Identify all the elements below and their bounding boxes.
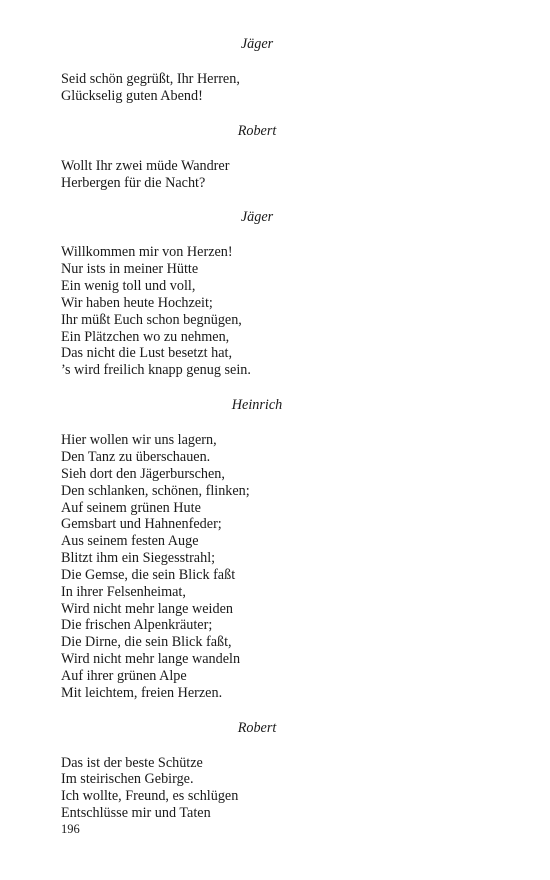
speech-section bbox=[61, 209, 481, 379]
verse-line: Ein Plätzchen wo zu nehmen, bbox=[61, 328, 230, 345]
verse-line: Seid schön gegrüßt, Ihr Herren, bbox=[61, 71, 240, 87]
verse-line: Hier wollen wir uns lagern, bbox=[61, 432, 217, 449]
verse-line: Wird nicht mehr lange weiden bbox=[61, 600, 233, 617]
speech-lines bbox=[61, 71, 481, 105]
verse-line: Herbergen für die Nacht? bbox=[61, 174, 206, 191]
verse-line: Willkommen mir von Herzen! bbox=[61, 244, 233, 261]
speaker-name: Heinrich bbox=[231, 397, 283, 414]
speech-section bbox=[61, 123, 481, 192]
speech-lines bbox=[61, 244, 481, 379]
verse-line: Das ist der beste Schütze bbox=[61, 754, 203, 771]
verse-line: Auf ihrer grünen Alpe bbox=[61, 667, 187, 684]
page-number: 196 bbox=[61, 822, 80, 836]
verse-line: Ein wenig toll und voll, bbox=[61, 278, 196, 295]
verse-line: ’s wird freilich knapp genug sein. bbox=[61, 362, 251, 379]
verse-line: Die Gemse, die sein Blick faßt bbox=[61, 566, 236, 583]
verse-line: In ihrer Felsenheimat, bbox=[61, 583, 186, 600]
verse-line: Sieh dort den Jägerburschen, bbox=[61, 465, 225, 482]
speech-lines bbox=[61, 158, 481, 192]
speaker-name: Robert bbox=[237, 122, 277, 139]
speaker-name: Jäger bbox=[240, 209, 274, 226]
play-text bbox=[61, 36, 481, 840]
verse-line: Ihr müßt Euch schon begnügen, bbox=[61, 311, 242, 328]
speaker-name: Jäger bbox=[240, 36, 274, 52]
verse-line: Nur ists in meiner Hütte bbox=[61, 261, 199, 278]
verse-line: Im steirischen Gebirge. bbox=[61, 771, 194, 788]
verse-line: Gemsbart und Hahnenfeder; bbox=[61, 516, 222, 533]
verse-line: Wird nicht mehr lange wandeln bbox=[61, 651, 241, 668]
verse-line: Mit leichtem, freien Herzen. bbox=[61, 684, 223, 701]
speech-lines bbox=[61, 755, 481, 822]
verse-line: Wollt Ihr zwei müde Wandrer bbox=[61, 157, 230, 174]
speaker-name: Robert bbox=[237, 719, 277, 736]
verse-line: Die Dirne, die sein Blick faßt, bbox=[61, 634, 232, 651]
verse-line: Das nicht die Lust besetzt hat, bbox=[61, 345, 232, 362]
verse-line: Den schlanken, schönen, flinken; bbox=[61, 482, 250, 499]
speech-lines bbox=[61, 432, 481, 702]
speech-section bbox=[61, 36, 481, 105]
speech-section bbox=[61, 397, 481, 702]
verse-line: Auf seinem grünen Hute bbox=[61, 499, 201, 516]
verse-line: Die frischen Alpenkräuter; bbox=[61, 617, 213, 634]
verse-line: Aus seinem festen Auge bbox=[61, 533, 199, 550]
verse-line: Wir haben heute Hochzeit; bbox=[61, 294, 213, 311]
verse-line: Den Tanz zu überschauen. bbox=[61, 448, 211, 465]
verse-line: Ich wollte, Freund, es schlügen bbox=[61, 788, 239, 805]
verse-line: Blitzt ihm ein Siegesstrahl; bbox=[61, 550, 216, 567]
verse-line: Entschlüsse mir und Taten bbox=[61, 805, 211, 822]
verse-line: Glückselig guten Abend! bbox=[61, 87, 203, 104]
speech-section bbox=[61, 720, 481, 822]
